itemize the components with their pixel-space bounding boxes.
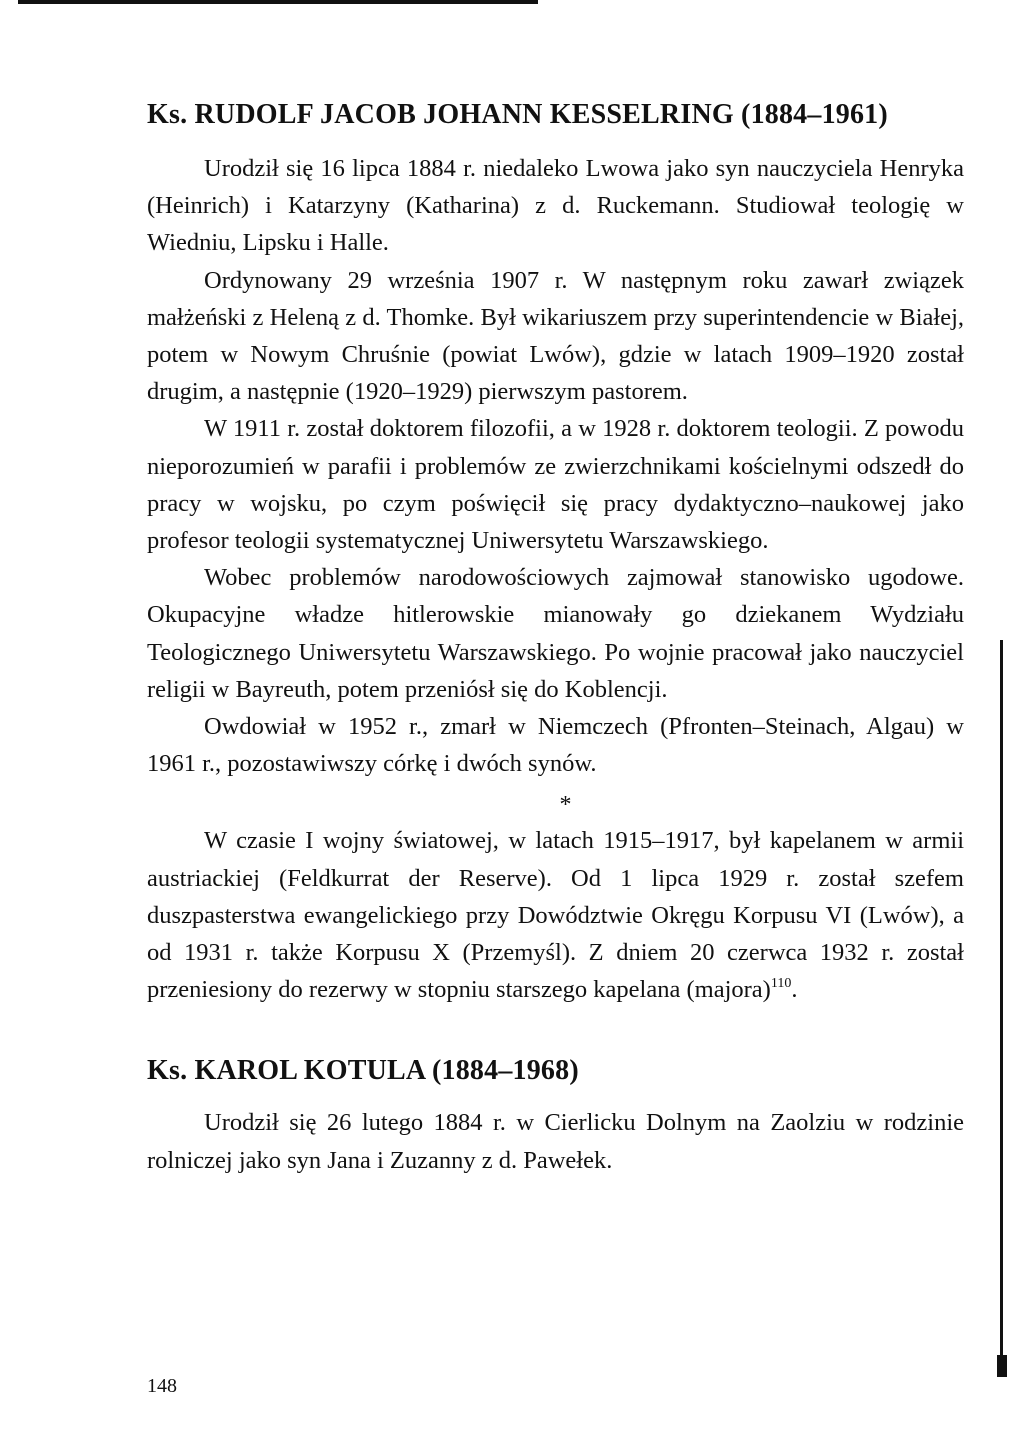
paragraph-doctorate: W 1911 r. został doktorem filozofii, a w 1928 r. doktorem teologii. Z powodu nieporozumień w parafii i problemów ze zwierzchnikami kościelnymi odszedł do pracy w wojsku, po czym poświęcił się pracy dydaktyczno–naukowej jako profesor teologii systematycznej Uniwersytetu Warszawskiego. (147, 415, 964, 555)
paragraph-kotula-birth: Urodził się 26 lutego 1884 r. w Cierlicku Dolnym na Zaolziu w rodzinie rolniczej jako syn Jana i Zuzanny z d. Pawełek. (147, 1109, 964, 1174)
section-heading-kesselring: Ks. RUDOLF JACOB JOHANN KESSELRING (1884–1961) (147, 99, 888, 130)
paragraph-death: Owdowiał w 1952 r., zmarł w Niemczech (Pfronten–Steinach, Algau) w 1961 r., pozostawiwszy córkę i dwóch synów. (147, 713, 964, 778)
right-margin-mark (997, 1355, 1007, 1377)
military-chaplain-text: W czasie I wojny światowej, w latach 1915–1917, był kapelanem w armii austriackiej (Feldkurrat der Reserve). Od 1 lipca 1929 r. został szefem duszpasterstwa ewangelickiego przy Dowództwie Okręgu Korpusu VI (Lwów), a od 1931 r. także Korpusu X (Przemyśl). Z dniem 20 czerwca 1932 r. został przeniesiony do rezerwy w stopniu starszego kapelana (majora) (147, 827, 964, 1004)
paragraph-birth-studies: Urodził się 16 lipca 1884 r. niedaleko Lwowa jako syn nauczyciela Henryka (Heinrich) i Katarzyny (Katharina) z d. Ruckemann. Studiował teologię w Wiedniu, Lipsku i Halle. (147, 155, 964, 257)
top-border-rule (18, 0, 538, 4)
paragraph-military-chaplain (147, 822, 964, 1008)
section-heading-kotula: Ks. KAROL KOTULA (1884–1968) (147, 1055, 579, 1087)
right-margin-rule (1000, 640, 1003, 1375)
section-separator: * (559, 792, 572, 819)
page-content (147, 96, 964, 1179)
paragraph-occupation: Wobec problemów narodowościowych zajmował stanowisko ugodowe. Okupacyjne władze hitlerowskie mianowały go dziekanem Wydziału Teologicznego Uniwersytetu Warszawskiego. Po wojnie pracował jako nauczyciel religii w Bayreuth, potem przeniósł się do Koblencji. (147, 564, 964, 703)
footnote-reference: 110 (770, 976, 792, 992)
military-chaplain-end: . (791, 976, 798, 1004)
paragraph-ordination: Ordynowany 29 września 1907 r. W następnym roku zawarł związek małżeński z Heleną z d. Thomke. Był wikariuszem przy superintendencie w Białej, potem w Nowym Chruśnie (powiat Lwów), gdzie w latach 1909–1920 został drugim, a następnie (1920–1929) pierwszym pastorem. (147, 266, 964, 406)
page-number: 148 (147, 1375, 177, 1397)
